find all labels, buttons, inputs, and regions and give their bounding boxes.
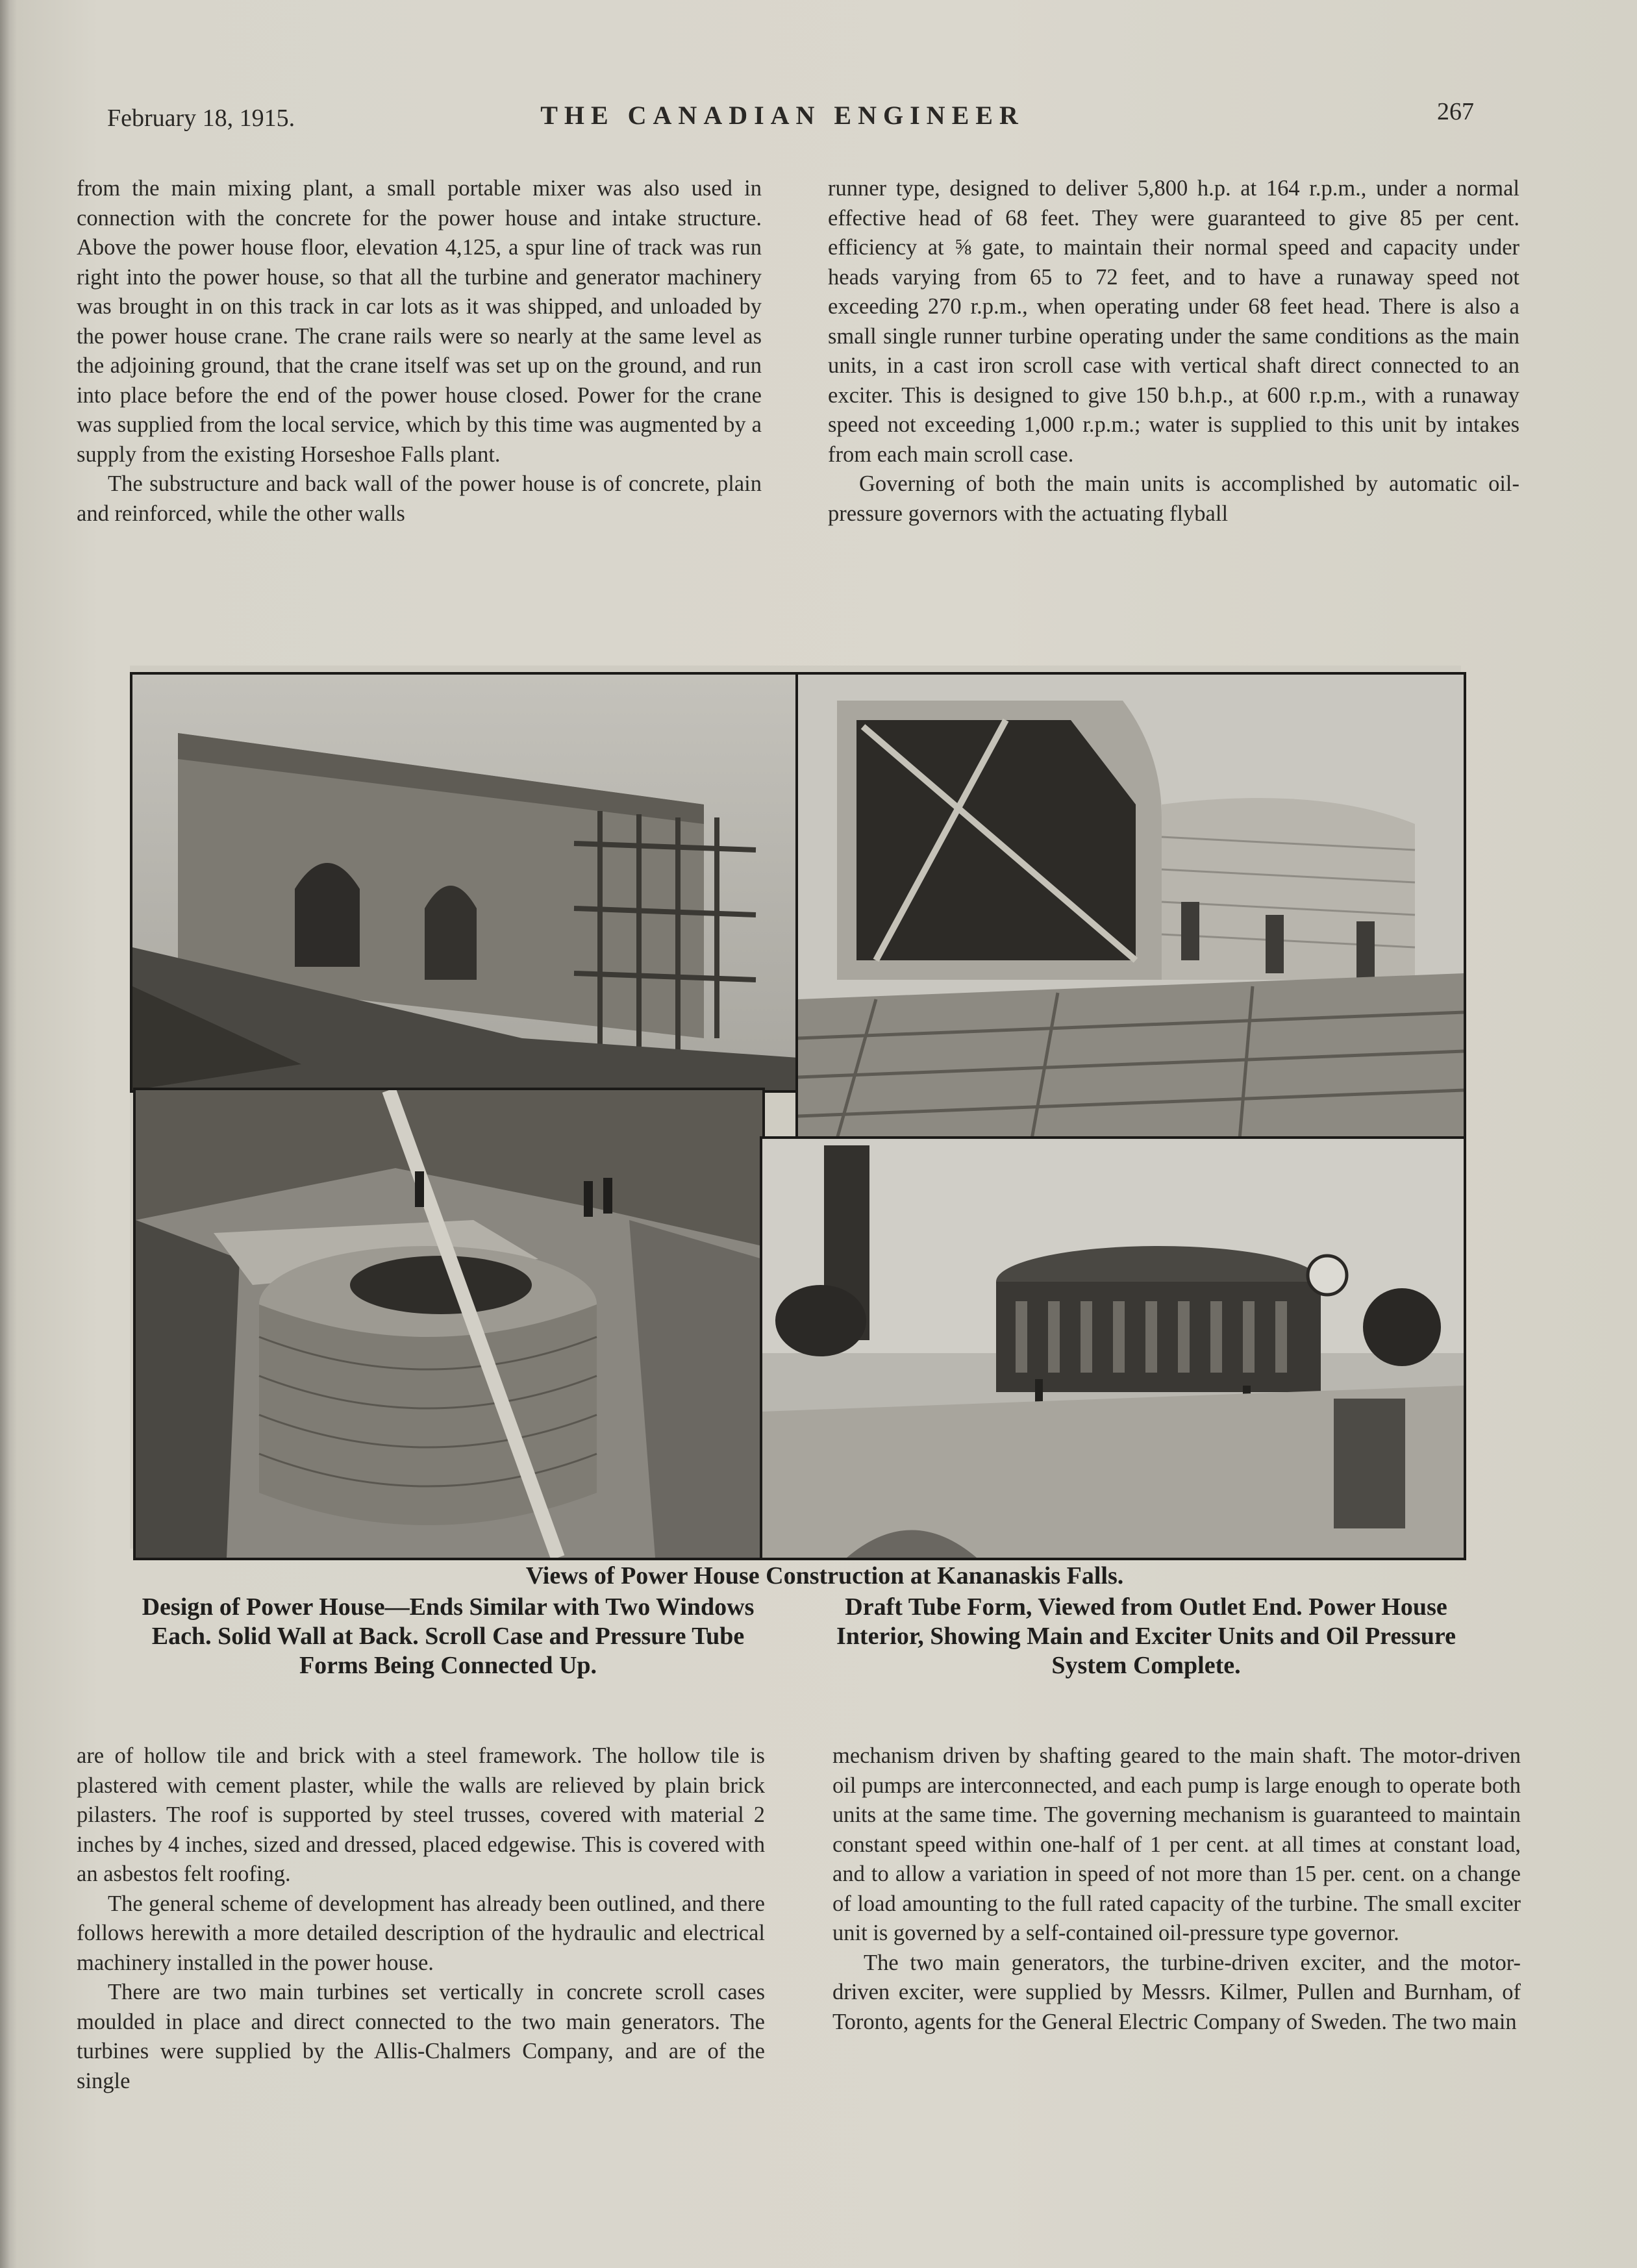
paragraph: from the main mixing plant, a small portable mixer was also used in connection with the concrete for the power house and intake structure. Above the power house floor, elevation 4,125, a spur line of track was run right into the power house, so that all the turbine and generator machinery was brought in on this track in car lots as it was shipped, and unloaded by the power house crane. The crane rails were so nearly at the same level as the adjoining ground, that the crane itself was set up on the ground, and run into place before the end of the power house closed. Power for the crane was supplied from the local service, which by this time was augmented by a supply from the existing Horseshoe Falls plant. [77, 176, 762, 467]
column-top-left [77, 174, 762, 529]
paragraph: Governing of both the main units is accomplished by automatic oil-pressure governors with the actuating flyball [828, 471, 1519, 526]
paragraph: are of hollow tile and brick with a steel framework. The hollow tile is plastered with cement plaster, while the walls are relieved by plain brick pilasters. The roof is supported by steel trusses, covered with material 2 inches by 4 inches, sized and dressed, placed edgewise. This is covered with an asbestos felt roofing. [77, 1743, 765, 1886]
figure-caption-left: Design of Power House—Ends Similar with Two Windows Each. Solid Wall at Back. Scroll Case and Pressure Tube Forms Being Connected Up. [142, 1593, 755, 1679]
paragraph: There are two main turbines set vertically in concrete scroll cases moulded in place and direct connected to the two main generators. The turbines were supplied by the Allis-Chalmers Company, and are of the single [77, 1980, 765, 2093]
draft-tube-form-photo [795, 672, 1466, 1141]
power-house-interior-photo [760, 1136, 1466, 1560]
paragraph: The two main generators, the turbine-driven exciter, and the motor-driven exciter, were supplied by Messrs. Kilmer, Pullen and Burnham, of Toronto, agents for the General Electric Company of Sweden. The two main [832, 1950, 1521, 2034]
scroll-case-forms-photo [133, 1088, 765, 1560]
column-bottom-right [832, 1741, 1521, 2037]
photo-figure [130, 666, 1461, 1549]
paragraph: The substructure and back wall of the power house is of concrete, plain and reinforced, while the other walls [77, 471, 762, 526]
figure-caption-main: Views of Power House Construction at Kananaskis Falls. [525, 1562, 1124, 1589]
column-bottom-left [77, 1741, 765, 2096]
page-number: 267 [1437, 98, 1474, 125]
binding-shadow [0, 0, 17, 2268]
figure-caption-right: Draft Tube Form, Viewed from Outlet End. Power House Interior, Showing Main and Exciter Units and Oil Pressure System Complete. [836, 1593, 1456, 1679]
column-top-right [828, 174, 1519, 529]
running-header [107, 97, 1474, 136]
power-house-exterior-photo [130, 672, 801, 1093]
paragraph: mechanism driven by shafting geared to the main shaft. The motor-driven oil pumps are interconnected, and each pump is large enough to operate both units at the same time. The governing mechanism is guaranteed to maintain constant speed within one-half of 1 per cent. at all times at constant load, and to allow a variation in speed of not more than 15 per. cent. on a change of load amounting to the full rated capacity of the turbine. The small exciter unit is governed by a self-contained oil-pressure type governor. [832, 1743, 1521, 1945]
journal-title: THE CANADIAN ENGINEER [540, 101, 1025, 130]
paragraph: runner type, designed to deliver 5,800 h.p. at 164 r.p.m., under a normal effective head of 68 feet. They were guaranteed to give 85 per cent. efficiency at ⅝ gate, to maintain their normal speed and capacity under heads varying from 65 to 72 feet, and to have a runaway speed not exceeding 270 r.p.m., when operating under 68 feet head. There is also a small single runner turbine operating under the same conditions as the main units, in a cast iron scroll case with vertical shaft direct connected to an exciter. This is designed to give 150 b.h.p., at 600 r.p.m., with a runaway speed not exceeding 1,000 r.p.m.; water is supplied to this unit by intakes from each main scroll case. [828, 176, 1519, 467]
paragraph: The general scheme of development has already been outlined, and there follows herewith a more detailed description of the hydraulic and electrical machinery installed in the power house. [77, 1891, 765, 1975]
issue-date: February 18, 1915. [107, 105, 295, 132]
